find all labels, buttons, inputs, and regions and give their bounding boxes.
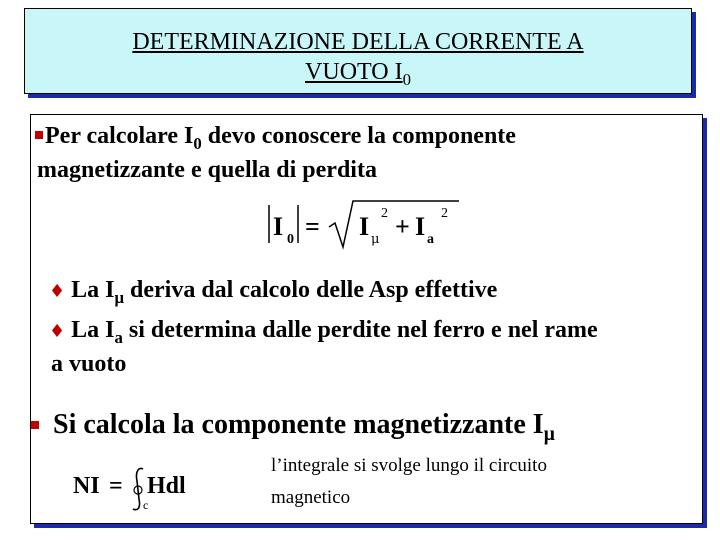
content-panel: [30, 114, 703, 524]
diamond-item-2-line-2: a vuoto: [51, 351, 127, 377]
note-line-2: magnetico: [271, 487, 351, 508]
title-line-1: DETERMINAZIONE DELLA CORRENTE A: [132, 29, 584, 55]
slide-title: [24, 8, 692, 94]
title-line-2: VUOTO $I_0$: [305, 59, 411, 89]
formula-eq: =: [305, 212, 320, 241]
formula-i0: I: [273, 212, 284, 241]
diamond-item-1: ♦ La $I_\mu$ deriva dal calcolo delle Asp effettive: [49, 277, 498, 307]
formula-ni: NI: [73, 473, 100, 499]
formula-exp-2: 2: [441, 206, 448, 221]
diamond-item-2: ♦ La $I_a$ si determina dalle perdite nel ferro e nel rame: [49, 317, 598, 347]
formula-i0-sub: 0: [287, 232, 294, 247]
formula-plus: +: [395, 212, 410, 241]
bullet-1: Per calcolare $I_0$ devo conoscere la componente: [35, 123, 516, 150]
square-bullet-icon: [35, 131, 43, 139]
formula-imu: I: [359, 212, 370, 241]
bullet-1-line-2: magnetizzante e quella di perdita: [37, 157, 377, 183]
formula-imu-sub: μ: [371, 232, 380, 247]
formula-ia-sub: a: [427, 232, 434, 247]
sqrt-icon: [329, 201, 459, 247]
square-bullet-icon: [31, 421, 39, 429]
diamond-bullet-icon: ♦: [49, 281, 66, 302]
bullet-2: Si calcola la componente magnetizzante $I_\mu$: [31, 409, 555, 441]
formula-ia: I: [415, 212, 426, 241]
integral-sub: c: [143, 498, 149, 512]
diamond-bullet-icon: ♦: [49, 321, 66, 342]
formula-hdl: Hdl: [147, 473, 186, 499]
ampere-law-formula: [69, 461, 209, 517]
formula-exp-1: 2: [381, 206, 388, 221]
note-line-1: l’integrale si svolge lungo il circuito: [271, 455, 547, 476]
formula-eq-2: =: [109, 473, 123, 499]
current-magnitude-formula: [263, 197, 463, 253]
